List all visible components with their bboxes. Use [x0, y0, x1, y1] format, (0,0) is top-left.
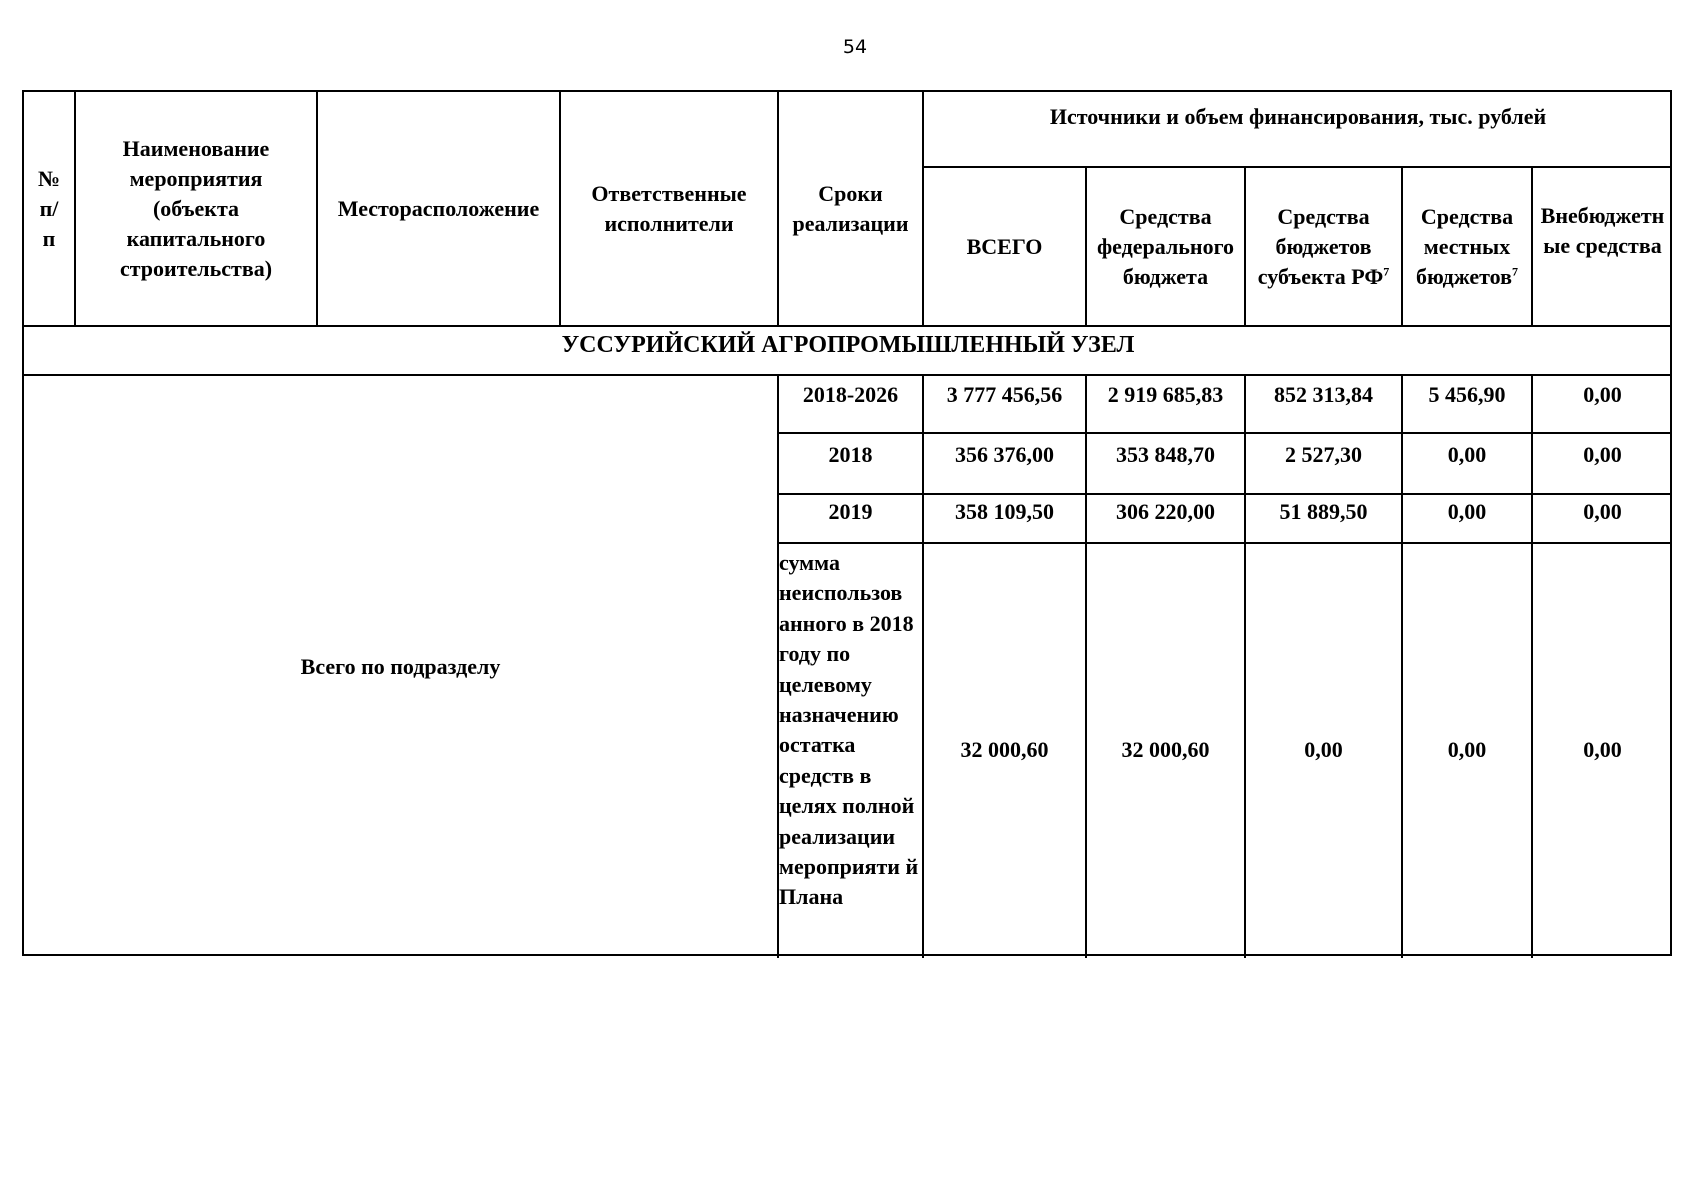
- page-number: 54: [842, 36, 868, 58]
- header-regional: [1246, 168, 1401, 325]
- header-local-label: Средства местных бюджетов$^7$: [1416, 203, 1518, 289]
- header-terms: Сроки реализации: [792, 181, 909, 236]
- header-number: № п/п: [37, 166, 61, 251]
- header-extra: Внебюджетн ые средства: [1540, 202, 1665, 258]
- header-regional-label: Средства бюджетов субъекта $РФ^7$: [1257, 203, 1390, 289]
- row-3-total: 358 109,50: [955, 499, 1054, 524]
- row-1-period: 2018-2026: [802, 382, 899, 407]
- header-local: [1403, 168, 1531, 325]
- row-2-local: 0,00: [1447, 442, 1487, 467]
- row-3-local: 0,00: [1447, 499, 1487, 524]
- row-4-extra: 0,00: [1583, 737, 1622, 762]
- row-1-federal: 2 919 685,83: [1107, 382, 1224, 407]
- funding-table: [22, 90, 1672, 956]
- row-3-regional: 51 889,50: [1279, 499, 1368, 524]
- header-responsible: Ответственные исполнители: [591, 181, 747, 236]
- row-1-total: 3 777 456,56: [946, 382, 1063, 407]
- row-4-regional: 0,00: [1304, 737, 1343, 762]
- header-location: Месторасположение: [337, 196, 540, 221]
- section-title: УССУРИЙСКИЙ АГРОПРОМЫШЛЕННЫЙ УЗЕЛ: [561, 332, 1135, 358]
- row-3-period: 2019: [828, 499, 873, 524]
- row-2-regional: 2 527,30: [1285, 442, 1362, 467]
- row-1-local: 5 456,90: [1428, 382, 1506, 407]
- row-4-total: 32 000,60: [960, 737, 1049, 762]
- row-2-total: 356 376,00: [955, 442, 1054, 467]
- row-2-federal: 353 848,70: [1116, 442, 1215, 467]
- row-4-period: сумма неиспользов анного в 2018 году по целевому назначению остатка средств в целях полной реализации мероприяти й Плана: [779, 550, 919, 910]
- row-3-federal: 306 220,00: [1116, 499, 1215, 524]
- header-federal: Средства федерального бюджета: [1096, 203, 1235, 289]
- header-total: ВСЕГО: [966, 233, 1043, 259]
- row-4-federal: 32 000,60: [1121, 737, 1210, 762]
- summary-label: Всего по подразделу: [300, 654, 501, 679]
- row-3-extra: 0,00: [1583, 499, 1622, 524]
- row-1-extra: 0,00: [1583, 382, 1622, 407]
- row-2-period: 2018: [828, 442, 873, 467]
- header-name: Наименование мероприятия (объекта капитального строительства): [119, 136, 273, 281]
- row-4-local: 0,00: [1447, 737, 1487, 762]
- row-1-regional: 852 313,84: [1274, 382, 1373, 407]
- header-funding-group: Источники и объем финансирования, тыс. рублей: [1049, 104, 1547, 129]
- row-2-extra: 0,00: [1583, 442, 1622, 467]
